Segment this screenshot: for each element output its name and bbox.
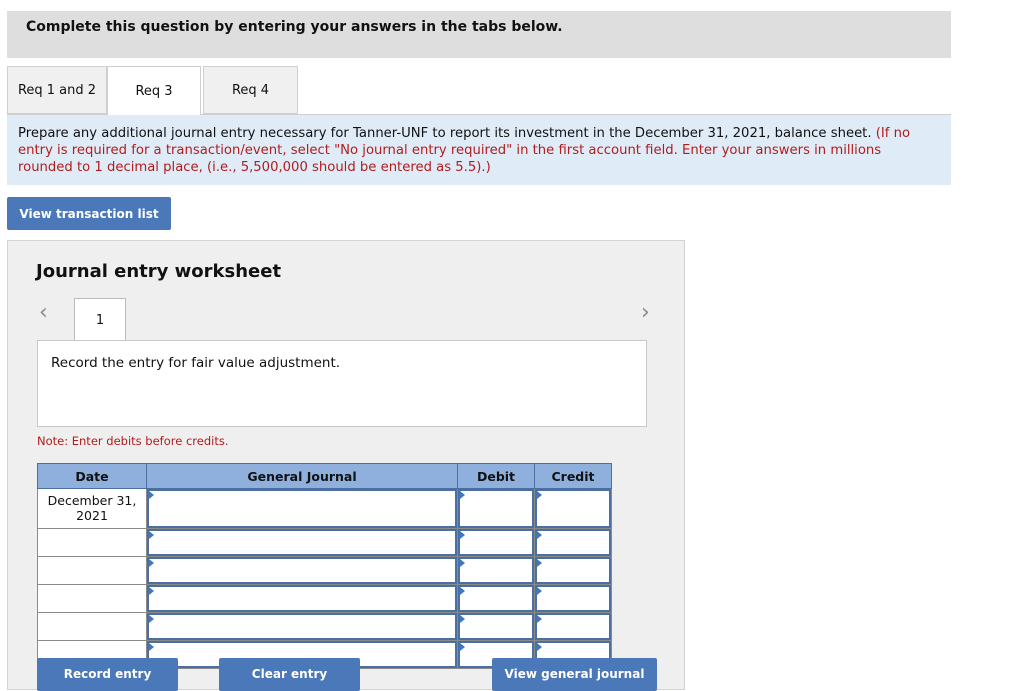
tab-req-1-and-2[interactable]: Req 1 and 2 xyxy=(7,66,107,114)
credit-marker-icon xyxy=(537,643,542,651)
credit-cell[interactable] xyxy=(535,557,612,585)
credit-marker-icon xyxy=(537,531,542,539)
credit-marker-icon xyxy=(537,587,542,595)
table-row xyxy=(38,529,612,557)
account-dropdown-icon xyxy=(149,615,154,623)
account-input[interactable] xyxy=(149,587,455,610)
worksheet-title: Journal entry worksheet xyxy=(36,261,282,282)
record-entry-button[interactable]: Record entry xyxy=(37,658,178,691)
credit-cell[interactable] xyxy=(535,489,612,529)
column-header-date: Date xyxy=(38,464,147,489)
credit-cell[interactable] xyxy=(535,585,612,613)
date-cell[interactable] xyxy=(38,613,147,641)
credit-input[interactable] xyxy=(537,531,609,554)
chevron-right-icon[interactable]: › xyxy=(641,300,650,325)
credit-marker-icon xyxy=(537,491,542,499)
account-dropdown-icon xyxy=(149,643,154,651)
table-row xyxy=(38,613,612,641)
tab-req-3[interactable]: Req 3 xyxy=(107,66,201,116)
chevron-left-icon[interactable]: ‹ xyxy=(39,300,48,325)
credit-input[interactable] xyxy=(537,559,609,582)
instructions-main: Prepare any additional journal entry necessary for Tanner-UNF to report its investment in the December 31, 2021, balance sheet. xyxy=(18,126,876,141)
credit-marker-icon xyxy=(537,615,542,623)
debit-input[interactable] xyxy=(460,559,532,582)
debit-marker-icon xyxy=(460,643,465,651)
instructions-hint: (If no entry is required for a transaction/event, select "No journal entry required" in the first account field. Enter your answers in millions rounded to 1 decimal place, (i.e., 5,500,000 should be entered as 5.5).) xyxy=(18,126,911,175)
account-dropdown-icon xyxy=(149,491,154,499)
view-transaction-list-button[interactable]: View transaction list xyxy=(7,197,171,230)
account-input[interactable] xyxy=(149,615,455,638)
credit-marker-icon xyxy=(537,559,542,567)
journal-table xyxy=(37,463,612,669)
tab-req-4[interactable]: Req 4 xyxy=(203,66,298,114)
entry-tab-1[interactable]: 1 xyxy=(74,298,126,342)
header-text: Complete this question by entering your answers in the tabs below. xyxy=(26,19,563,35)
account-input[interactable] xyxy=(149,559,455,582)
credit-cell[interactable] xyxy=(535,529,612,557)
debit-cell[interactable] xyxy=(458,529,535,557)
debit-cell[interactable] xyxy=(458,557,535,585)
date-cell[interactable] xyxy=(38,557,147,585)
account-cell[interactable] xyxy=(147,529,458,557)
account-dropdown-icon xyxy=(149,587,154,595)
credit-input[interactable] xyxy=(537,615,609,638)
date-value: December 31, 2021 xyxy=(47,493,137,523)
date-cell[interactable] xyxy=(38,529,147,557)
clear-entry-button[interactable]: Clear entry xyxy=(219,658,360,691)
debit-cell[interactable] xyxy=(458,585,535,613)
debit-cell[interactable] xyxy=(458,489,535,529)
debit-marker-icon xyxy=(460,615,465,623)
debit-input[interactable] xyxy=(460,615,532,638)
account-dropdown-icon xyxy=(149,531,154,539)
debit-marker-icon xyxy=(460,559,465,567)
view-general-journal-button[interactable]: View general journal xyxy=(492,658,657,691)
account-dropdown-icon xyxy=(149,559,154,567)
debits-note: Note: Enter debits before credits. xyxy=(37,434,229,448)
debit-input[interactable] xyxy=(460,587,532,610)
credit-input[interactable] xyxy=(537,587,609,610)
credit-input[interactable] xyxy=(537,491,609,526)
table-row xyxy=(38,585,612,613)
debit-marker-icon xyxy=(460,587,465,595)
account-cell[interactable] xyxy=(147,489,458,529)
date-cell[interactable] xyxy=(38,585,147,613)
date-cell xyxy=(38,489,147,529)
column-header-debit: Debit xyxy=(458,464,535,489)
account-cell[interactable] xyxy=(147,585,458,613)
account-input[interactable] xyxy=(149,491,455,526)
debit-cell[interactable] xyxy=(458,613,535,641)
debit-input[interactable] xyxy=(460,531,532,554)
credit-cell[interactable] xyxy=(535,613,612,641)
account-cell[interactable] xyxy=(147,613,458,641)
debit-input[interactable] xyxy=(460,491,532,526)
table-row xyxy=(38,489,612,529)
entry-description-box xyxy=(37,340,647,427)
debit-marker-icon xyxy=(460,491,465,499)
account-cell[interactable] xyxy=(147,557,458,585)
debit-marker-icon xyxy=(460,531,465,539)
instructions-panel xyxy=(7,115,951,185)
entry-description: Record the entry for fair value adjustment. xyxy=(51,355,341,371)
journal-header-row xyxy=(38,464,612,489)
account-input[interactable] xyxy=(149,531,455,554)
table-row xyxy=(38,557,612,585)
column-header-credit: Credit xyxy=(535,464,612,489)
column-header-general-journal: General Journal xyxy=(147,464,458,489)
